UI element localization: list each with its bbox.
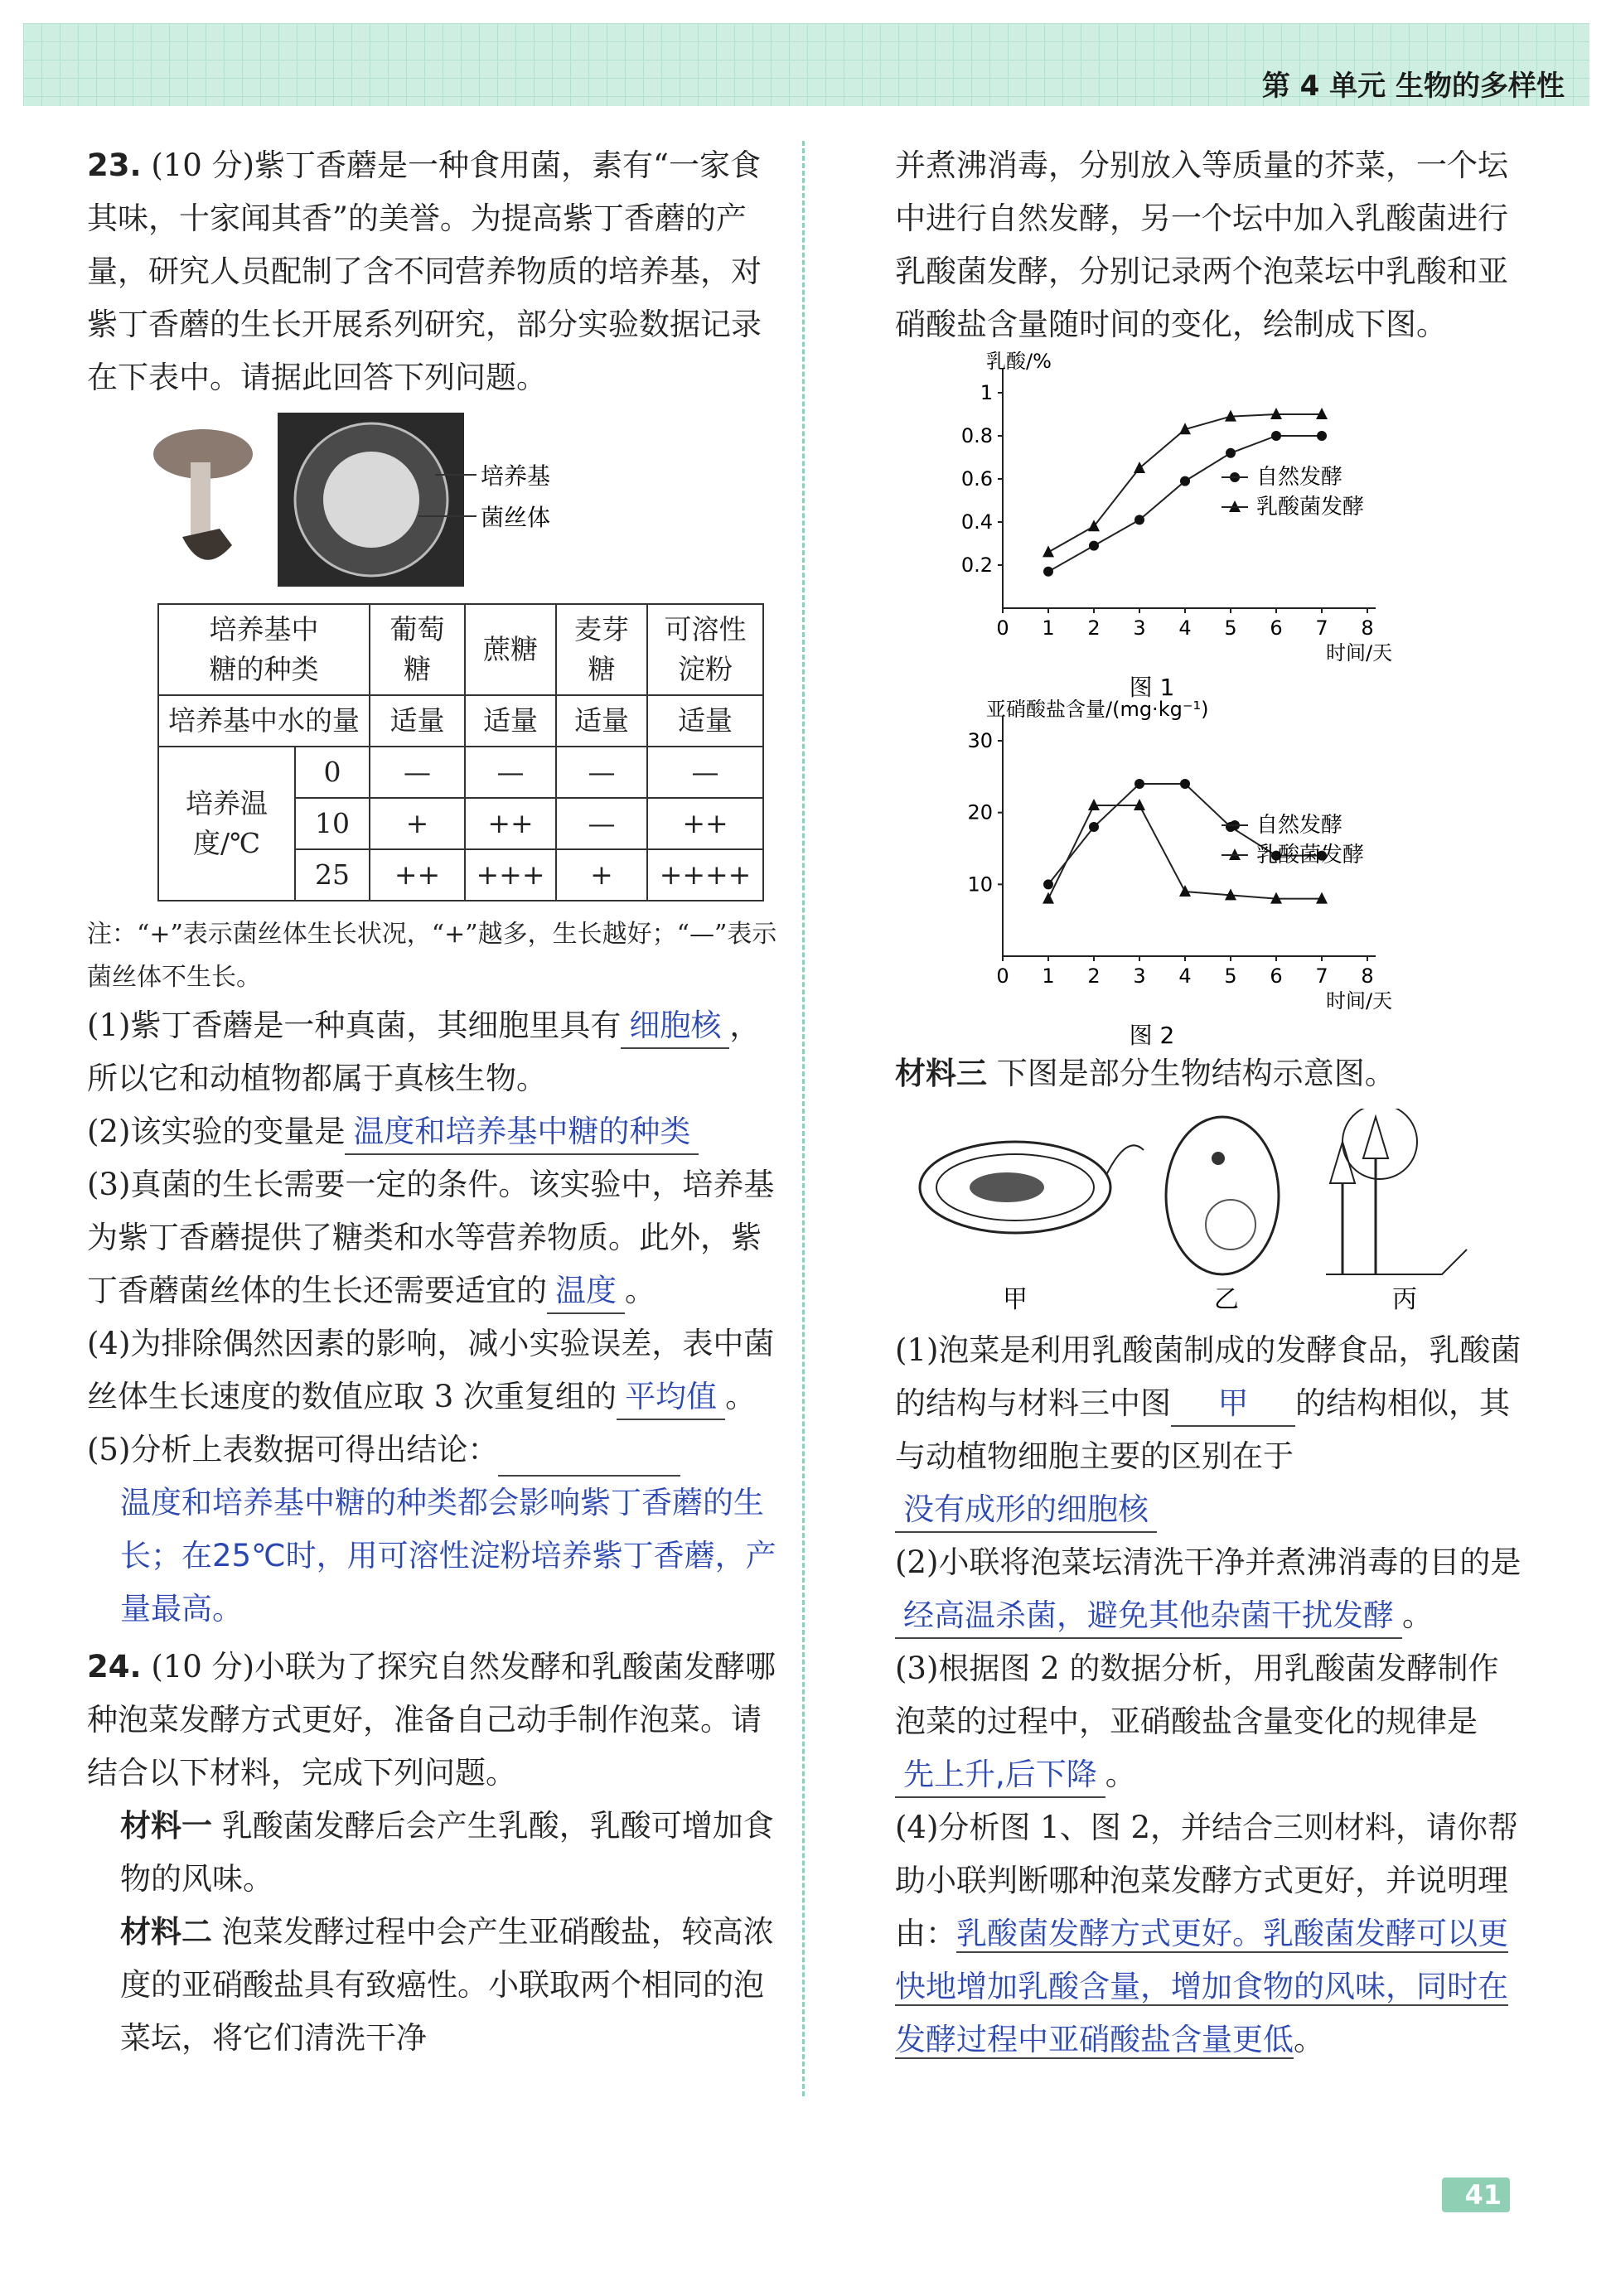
data-point: [1134, 462, 1145, 473]
q23-p1-answer[interactable]: 细胞核: [621, 1004, 729, 1049]
y-tick-label: 1: [980, 381, 993, 404]
material-one-text: 乳酸菌发酵后会产生乳酸，乳酸可增加食物的风味。: [120, 1808, 774, 1897]
q24-part1: [895, 1324, 1525, 1536]
q23-p3-answer[interactable]: 温度: [547, 1269, 625, 1314]
legend-label: 乳酸菌发酵: [1256, 843, 1365, 868]
petri-dish-photo: [278, 413, 464, 587]
table-cell: —: [556, 747, 647, 798]
q23-p2-text: (2)该实验的变量是: [87, 1114, 346, 1149]
y-axis-label: 乳酸/%: [986, 351, 1052, 373]
data-point: [1316, 892, 1328, 904]
table-cell: 蔗糖: [465, 604, 556, 695]
q24-p4-post: 。: [1294, 2022, 1324, 2057]
table-header-sugar: 培养基中 糖的种类: [158, 604, 370, 695]
table-cell: —: [647, 747, 763, 798]
table-cell: ++: [370, 849, 465, 901]
material-two-label: 材料二: [120, 1914, 212, 1950]
table-header-temp: 培养温 度/℃: [158, 747, 295, 901]
page-header: [23, 23, 1589, 106]
x-axis-label: 时间/天: [1326, 989, 1393, 1013]
q23-number: 23.: [87, 147, 142, 183]
data-point: [1043, 567, 1053, 577]
y-tick-label: 0.2: [960, 553, 993, 577]
right-column: [895, 139, 1525, 2066]
table-cell: +: [370, 798, 465, 849]
q23-p5-answer[interactable]: 温度和培养基中糖的种类都会影响紫丁香蘑的生长；在25℃时，用可溶性淀粉培养紫丁香蘑，产量最高。: [120, 1485, 776, 1627]
data-point: [1089, 541, 1099, 551]
q24-p4-text: (4)分析图 1、图 2，并结合三则材料，请你帮助小联判断哪种泡菜发酵方式更好，并说明理由：: [895, 1810, 1519, 1951]
x-tick-label: 0: [996, 616, 1009, 640]
table-cell: —: [556, 798, 647, 849]
data-point: [1226, 448, 1236, 458]
x-axis-label: 时间/天: [1326, 641, 1393, 665]
material-one: [87, 1800, 783, 1906]
organism-label-jia: 甲: [1003, 1285, 1028, 1314]
table-header-water: 培养基中水的量: [158, 695, 370, 747]
chart-figure-2: [912, 699, 1442, 1047]
mold-icon: [1326, 1109, 1467, 1274]
data-point: [1271, 431, 1281, 441]
q23-part2: [87, 1105, 783, 1158]
material-two: [87, 1906, 783, 2065]
q23-intro-text: (10 分)紫丁香蘑是一种食用菌，素有“一家食其味，十家闻其香”的美誉。为提高紫丁香蘑的产量，研究人员配制了含不同营养物质的培养基，对紫丁香蘑的生长开展系列研究，部分实验数据记录在下表中。请据此回答下列问题。: [87, 147, 762, 395]
table-cell: 适量: [465, 695, 556, 747]
data-point: [1180, 779, 1190, 789]
material-two-text: 泡菜发酵过程中会产生亚硝酸盐，较高浓度的亚硝酸盐具有致癌性。小联取两个相同的泡菜坛，将它们清洗干净: [120, 1914, 774, 2056]
q23-p5-blank[interactable]: [498, 1438, 680, 1477]
q24-p3-post: 。: [1105, 1757, 1136, 1792]
x-tick-label: 2: [1087, 964, 1101, 988]
table-cell: 适量: [647, 695, 763, 747]
table-cell: ++: [465, 798, 556, 849]
x-tick-label: 5: [1224, 616, 1237, 640]
q24-part3: [895, 1642, 1525, 1801]
q23-p4-text: (4)为排除偶然因素的影响，减小实验误差，表中菌丝体生长速度的数值应取 3 次重复组的: [87, 1326, 775, 1414]
organism-label-bing: 丙: [1392, 1285, 1417, 1314]
chart-title: 图 2: [1129, 1022, 1175, 1047]
q23-part4: [87, 1317, 783, 1424]
legend-label: 自然发酵: [1256, 813, 1343, 838]
y-tick-label: 0.4: [960, 510, 993, 534]
table-cell: 10: [295, 798, 370, 849]
x-tick-label: 2: [1087, 616, 1101, 640]
q23-p5-text: (5)分析上表数据可得出结论：: [87, 1432, 499, 1467]
chart-title: 图 1: [1129, 674, 1175, 699]
legend-label: 自然发酵: [1256, 465, 1343, 490]
q23-p1-post: ，所以它和动植物都属于真核生物。: [87, 1008, 761, 1096]
y-tick-label: 30: [967, 729, 993, 752]
table-cell: —: [465, 747, 556, 798]
x-tick-label: 0: [996, 964, 1009, 988]
table-note: 注：“+”表示菌丝体生长状况，“+”越多，生长越好；“—”表示菌丝体不生长。: [87, 920, 777, 992]
q24-p3-text: (3)根据图 2 的数据分析，用乳酸菌发酵制作泡菜的过程中，亚硝酸盐含量变化的规律是: [895, 1651, 1499, 1739]
material-three-text: 下图是部分生物结构示意图。: [996, 1056, 1396, 1091]
data-point: [1043, 892, 1054, 904]
material-three-label: 材料三: [895, 1056, 987, 1091]
x-tick-label: 4: [1178, 616, 1192, 640]
y-tick-label: 0.6: [960, 467, 993, 491]
q23-p4-answer[interactable]: 平均值: [617, 1375, 725, 1420]
q24-intro-text: (10 分)小联为了探究自然发酵和乳酸菌发酵哪种泡菜发酵方式更好，准备自己动手制作泡菜。请结合以下材料，完成下列问题。: [87, 1649, 776, 1791]
data-point: [1089, 822, 1099, 832]
x-tick-label: 6: [1270, 964, 1283, 988]
x-tick-label: 7: [1315, 616, 1328, 640]
q24-p4-answer[interactable]: 乳酸菌发酵方式更好。乳酸菌发酵可以更快地增加乳酸含量，增加食物的风味，同时在发酵过程中亚硝酸盐含量更低: [895, 1916, 1508, 2057]
x-tick-label: 1: [1042, 964, 1055, 988]
data-point: [1134, 779, 1144, 789]
q23-p3-post: 。: [625, 1273, 656, 1308]
data-point: [1043, 879, 1053, 889]
unit-title: 第 4 单元 生物的多样性: [1261, 70, 1565, 103]
x-tick-label: 8: [1361, 616, 1374, 640]
y-tick-label: 10: [967, 872, 993, 897]
mushroom-figure: [87, 413, 783, 587]
q24-part2: [895, 1536, 1525, 1642]
organism-label-yi: 乙: [1214, 1285, 1239, 1314]
y-tick-label: 20: [967, 800, 993, 824]
left-column: [87, 139, 783, 2065]
table-cell: 葡萄糖: [370, 604, 465, 695]
table-cell: 适量: [370, 695, 465, 747]
q24-p2-post: 。: [1402, 1598, 1433, 1633]
q24-intro: [87, 1641, 783, 1800]
q24-p1-mid: 的结构相似，其与动植物细胞主要的区别在于: [895, 1385, 1510, 1474]
column-divider: [802, 141, 805, 2096]
x-tick-label: 1: [1042, 616, 1055, 640]
x-tick-label: 4: [1178, 964, 1192, 988]
y-tick-label: 0.8: [960, 424, 993, 447]
q23-p2-answer[interactable]: 温度和培养基中糖的种类: [345, 1110, 699, 1155]
yeast-icon: [1166, 1117, 1279, 1274]
q23-part3: [87, 1158, 783, 1317]
chart-figure-1: [912, 351, 1442, 699]
x-tick-label: 3: [1133, 616, 1146, 640]
q24-p2-text: (2)小联将泡菜坛清洗干净并煮沸消毒的目的是: [895, 1544, 1522, 1580]
x-tick-label: 7: [1315, 964, 1328, 988]
bacterium-icon: [920, 1142, 1144, 1233]
table-cell: —: [370, 747, 465, 798]
data-point: [1134, 515, 1144, 524]
table-cell: +: [556, 849, 647, 901]
table-cell: 适量: [556, 695, 647, 747]
data-point: [1179, 885, 1191, 897]
q23-p4-post: 。: [725, 1379, 757, 1414]
mushroom-icon: [153, 429, 253, 560]
table-row: [158, 604, 763, 695]
experiment-table: [157, 603, 764, 901]
material-two-continued: 并煮沸消毒，分别放入等质量的芥菜，一个坛中进行自然发酵，另一个坛中加入乳酸菌进行乳酸菌发酵，分别记录两个泡菜坛中乳酸和亚硝酸盐含量随时间的变化，绘制成下图。: [895, 147, 1508, 342]
legend-label: 乳酸菌发酵: [1256, 495, 1365, 520]
table-cell: ++: [647, 798, 763, 849]
material-three: [895, 1047, 1525, 1100]
material-one-label: 材料一: [120, 1808, 212, 1844]
table-cell: 25: [295, 849, 370, 901]
q24-p1-text: (1)泡菜是利用乳酸菌制成的发酵食品，乳酸菌的结构与材料三中图: [895, 1332, 1522, 1421]
data-point: [1180, 476, 1190, 486]
table-cell: +++: [465, 849, 556, 901]
table-row: [158, 695, 763, 747]
mushroom-petri-illustration: [87, 413, 667, 587]
q23-part1: [87, 999, 783, 1105]
q23-p1-text: (1)紫丁香蘑是一种真菌，其细胞里具有: [87, 1008, 622, 1043]
table-cell: 可溶性 淀粉: [647, 604, 763, 695]
q24-p3-answer[interactable]: 先上升,后下降: [895, 1753, 1105, 1798]
data-point: [1317, 431, 1327, 441]
x-tick-label: 8: [1361, 964, 1374, 988]
table-row: [158, 747, 763, 798]
label-mycelium: 菌丝体: [481, 504, 551, 531]
y-axis-label: 亚硝酸盐含量/(mg·kg⁻¹): [986, 699, 1209, 721]
page-number: 41: [1442, 2178, 1510, 2212]
table-cell: 麦芽糖: [556, 604, 647, 695]
q23-intro: [87, 139, 783, 404]
q24-number: 24.: [87, 1649, 142, 1685]
data-point: [1043, 545, 1054, 557]
q24-part4: [895, 1801, 1525, 2066]
x-tick-label: 6: [1270, 616, 1283, 640]
x-tick-label: 5: [1224, 964, 1237, 988]
q24-p1-answer-1[interactable]: 甲: [1171, 1382, 1295, 1427]
q24-p1-answer-2[interactable]: 没有成形的细胞核: [895, 1488, 1157, 1533]
table-cell: ++++: [647, 849, 763, 901]
q24-p2-answer[interactable]: 经高温杀菌，避免其他杂菌干扰发酵: [895, 1594, 1402, 1639]
x-tick-label: 3: [1133, 964, 1146, 988]
q23-part5: [87, 1424, 783, 1477]
q23-p3-text: (3)真菌的生长需要一定的条件。该实验中，培养基为紫丁香蘑提供了糖类和水等营养物质。此外，紫丁香蘑菌丝体的生长还需要适宜的: [87, 1167, 775, 1308]
table-cell: 0: [295, 747, 370, 798]
organism-structures: [895, 1109, 1492, 1316]
label-medium: 培养基: [481, 462, 551, 490]
